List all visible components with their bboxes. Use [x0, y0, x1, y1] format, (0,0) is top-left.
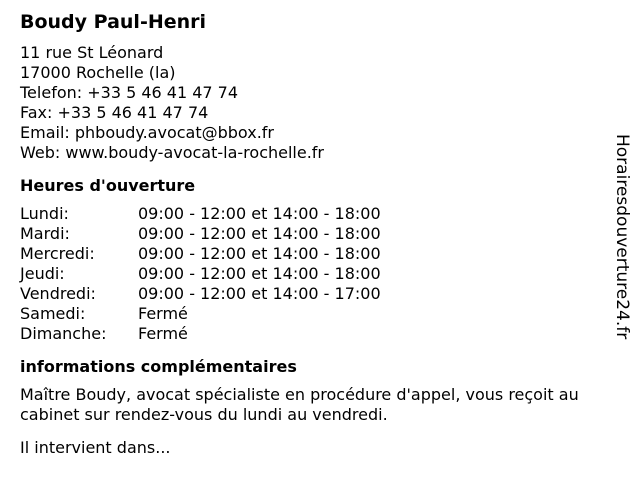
hours-row-monday [20, 204, 600, 224]
hours-time: Fermé [138, 324, 188, 343]
hours-time: 09:00 - 12:00 et 14:00 - 18:00 [138, 244, 381, 263]
fax-line: Fax: +33 5 46 41 47 74 [20, 103, 209, 122]
additional-info-text: Maître Boudy, avocat spécialiste en procédure d'appel, vous reçoit au cabinet sur rendez-vous du lundi au vendredi. [20, 385, 579, 424]
hours-row-tuesday [20, 224, 600, 244]
additional-info-heading: informations complémentaires [20, 357, 297, 376]
hours-time: 09:00 - 12:00 et 14:00 - 17:00 [138, 284, 381, 303]
hours-row-thursday [20, 264, 600, 284]
hours-row-friday [20, 284, 600, 304]
additional-info-more: Il intervient dans... [20, 438, 171, 457]
contact-block [20, 43, 600, 163]
hours-row-saturday [20, 304, 600, 324]
hours-row-sunday [20, 324, 600, 344]
opening-hours-heading: Heures d'ouverture [20, 176, 196, 195]
hours-day: Samedi: [20, 304, 86, 323]
hours-day: Mardi: [20, 224, 70, 243]
hours-day: Vendredi: [20, 284, 96, 303]
hours-time: 09:00 - 12:00 et 14:00 - 18:00 [138, 224, 381, 243]
address-line-1: 11 rue St Léonard [20, 43, 164, 62]
hours-day: Mercredi: [20, 244, 95, 263]
hours-day: Lundi: [20, 204, 69, 223]
website-line: Web: www.boudy-avocat-la-rochelle.fr [20, 143, 324, 162]
hours-time: Fermé [138, 304, 188, 323]
business-name: Boudy Paul-Henri [20, 11, 207, 33]
business-card [20, 10, 600, 458]
email-line: Email: phboudy.avocat@bbox.fr [20, 123, 274, 142]
hours-row-wednesday [20, 244, 600, 264]
hours-day: Jeudi: [20, 264, 65, 283]
phone-line: Telefon: +33 5 46 41 47 74 [20, 83, 239, 102]
hours-time: 09:00 - 12:00 et 14:00 - 18:00 [138, 264, 381, 283]
address-line-2: 17000 Rochelle (la) [20, 63, 176, 82]
hours-day: Dimanche: [20, 324, 107, 343]
opening-hours-table [20, 204, 600, 344]
hours-time: 09:00 - 12:00 et 14:00 - 18:00 [138, 204, 381, 223]
site-watermark: Horairesdouverture24.fr [612, 134, 632, 340]
